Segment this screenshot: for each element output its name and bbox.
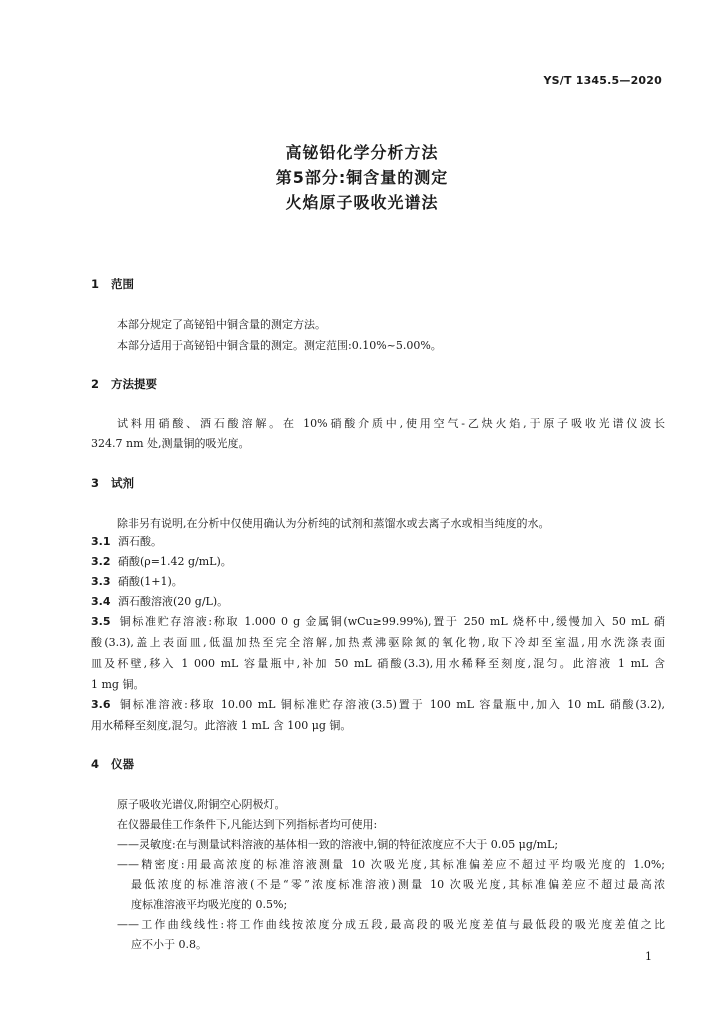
clause-line: 皿及杯壁,移入 1 000 mL 容量瓶中,补加 50 mL 硝酸(3.3),用水稀释至刻度,混匀。此溶液 1 mL 含 [91,657,665,670]
dash-item: ——灵敏度:在与测量试料溶液的基体相一致的溶液中,铜的特征浓度应不大于 0.05 μg/mL; [117,838,559,851]
paragraph: 除非另有说明,在分析中仅使用确认为分析纯的试剂和蒸馏水或去离子水或相当纯度的水。 [117,517,550,530]
clause-text: 硝酸(ρ=1.42 g/mL)。 [118,555,232,568]
clause-number: 3.5 [91,615,111,628]
paragraph: 本部分适用于高铋铅中铜含量的测定。测定范围:0.10%~5.00%。 [117,339,442,352]
clause-line: 用水稀释至刻度,混匀。此溶液 1 mL 含 100 μg 铜。 [91,719,352,732]
paragraph-line: 试料用硝酸、酒石酸溶解。在 10%硝酸介质中,使用空气-乙炔火焰,于原子吸收光谱仪波长 [117,417,665,430]
paragraph: 原子吸收光谱仪,附铜空心阴极灯。 [117,798,286,811]
section-title: 方法提要 [111,377,157,391]
clause-text: 酒石酸溶液(20 g/L)。 [118,595,229,608]
clause-text: 铜标准贮存溶液:称取 1.000 0 g 金属铜(wCu≥99.99%),置于 250 mL 烧杯中,缓慢加入 50 mL 硝 [118,615,665,628]
clause-text: 酒石酸。 [118,535,162,548]
section-number: 3 [91,476,100,490]
section-4-heading [91,756,134,772]
clause-3-4 [91,593,665,609]
section-title: 仪器 [111,757,134,771]
clause-text: 硝酸(1+1)。 [118,575,183,588]
clause-3-1 [91,533,665,549]
clause-3-3 [91,573,665,589]
title-line-2: 第5部分:铜含量的测定 [275,168,449,187]
clause-number: 3.3 [91,575,111,588]
section-number: 2 [91,377,100,391]
clause-number: 3.6 [91,698,111,711]
section-2-heading [91,376,157,392]
clause-line: 1 mg 铜。 [91,678,145,691]
standard-number: YS/T 1345.5—2020 [543,74,662,87]
clause-number: 3.2 [91,555,111,568]
page-number: 1 [645,950,652,963]
section-number: 1 [91,277,100,291]
dash-item-continuation: 度标准溶液平均吸光度的 0.5%; [131,898,288,911]
section-1-heading [91,276,134,292]
clause-text: 铜标准溶液:移取 10.00 mL 铜标准贮存溶液(3.5)置于 100 mL 容量瓶中,加入 10 mL 硝酸(3.2), [118,698,665,711]
clause-line: 酸(3.3),盖上表面皿,低温加热至完全溶解,加热煮沸驱除氮的氧化物,取下冷却至室温,用水洗涤表面 [91,636,665,649]
clause-number: 3.1 [91,535,111,548]
paragraph-line: 324.7 nm 处,测量铜的吸光度。 [91,437,250,450]
clause-3-2 [91,553,665,569]
section-title: 范围 [111,277,134,291]
dash-item: ——精密度:用最高浓度的标准溶液测量 10 次吸光度,其标准偏差应不超过平均吸光度的 1.0%; [117,858,665,871]
title-line-3: 火焰原子吸收光谱法 [285,193,439,212]
section-title: 试剂 [111,476,134,490]
clause-number: 3.4 [91,595,111,608]
dash-item: ——工作曲线线性:将工作曲线按浓度分成五段,最高段的吸光度差值与最低段的吸光度差值之比 [117,918,665,931]
section-number: 4 [91,757,100,771]
clause-3-6 [91,696,665,712]
dash-item-continuation: 最低浓度的标准溶液(不是“零”浓度标准溶液)测量 10 次吸光度,其标准偏差应不超过最高浓 [131,878,665,891]
clause-3-5 [91,613,665,629]
paragraph: 在仪器最佳工作条件下,凡能达到下列指标者均可使用: [117,818,378,831]
section-3-heading [91,475,134,491]
title-line-1: 高铋铅化学分析方法 [285,143,439,162]
paragraph: 本部分规定了高铋铅中铜含量的测定方法。 [117,318,326,331]
dash-item-continuation: 应不小于 0.8。 [131,938,207,951]
